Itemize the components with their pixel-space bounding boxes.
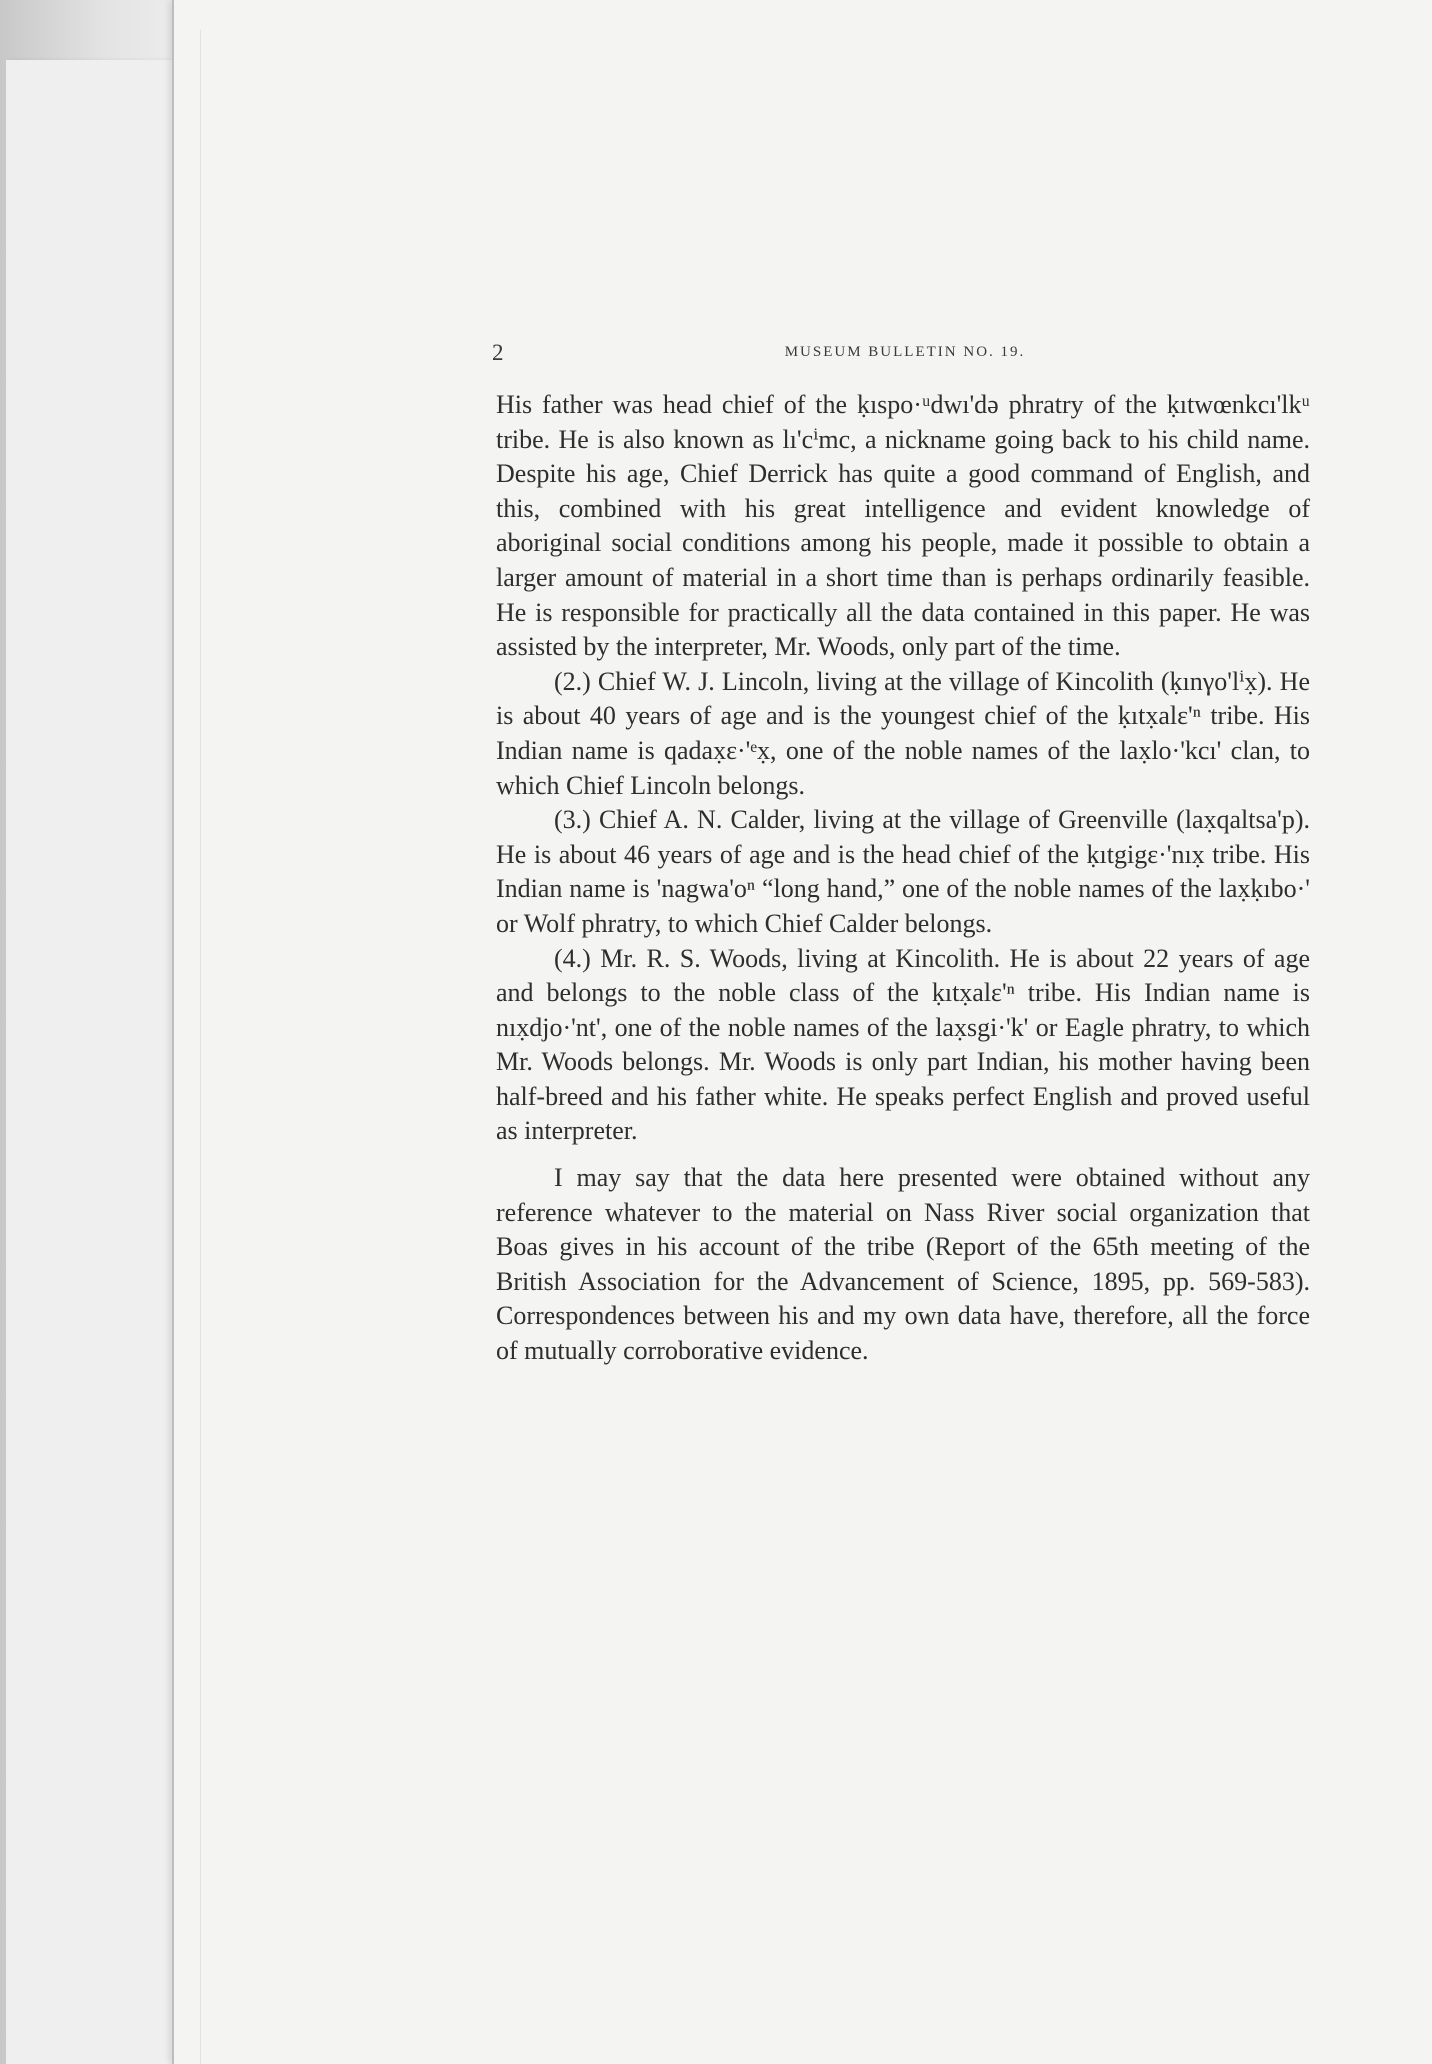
running-header [492, 340, 1318, 370]
running-head-title: MUSEUM BULLETIN NO. 19. [784, 344, 1026, 360]
paragraph-5: I may say that the data here presented were obtained without any reference whatever to the material on Nass River social organization that Boas gives in his account of the tribe (Report of the 65th meeting of the British Association for the Advancement of Science, 1895, pp. 569-583). Correspondences between his and my own data have, therefore, all the force of mutually corroborative evidence. [496, 1163, 1310, 1366]
body-text [496, 388, 1310, 1369]
page-number: 2 [492, 340, 504, 365]
page-fold-line [200, 30, 201, 2064]
paragraph-3: (3.) Chief A. N. Calder, living at the village of Greenville (lax̣qaltsa'p). He is about 46 years of age and is the head chief of the ḳıtgigɛ·'nıx̣ tribe. His Indian name is 'nagwa'oⁿ “long hand,” one of the noble names of the lax̣ḳıbo·' or Wolf phratry, to which Chief Calder belongs. [496, 805, 1310, 938]
paragraph-1: His father was head chief of the ḳıspo·ᵘdwı'də phratry of the ḳıtwœnkcı'lkᵘ tribe. He is also known as lı'cⁱmc, a nickname going back to his child name. Despite his age, Chief Derrick has quite a good command of English, and this, combined with his great intelligence and evident knowledge of aboriginal social conditions among his people, made it possible to obtain a larger amount of material in a short time than is perhaps ordinarily feasible. He is responsible for practically all the data contained in this paper. He was assisted by the interpreter, Mr. Woods, only part of the time. [496, 390, 1310, 662]
paragraph-2: (2.) Chief W. J. Lincoln, living at the village of Kincolith (ḳınγo'lⁱx̣). He is about 40 years of age and is the youngest chief of the ḳıtx̣alɛ'ⁿ tribe. His Indian name is qadax̣ɛ·'ᵉx̣, one of the noble names of the lax̣lo·'kcı' clan, to which Chief Lincoln belongs. [496, 666, 1310, 800]
paragraph-4: (4.) Mr. R. S. Woods, living at Kincolith. He is about 22 years of age and belongs to the noble class of the ḳıtx̣alɛ'ⁿ tribe. His Indian name is nıx̣djo·'nt', one of the noble names of the lax̣sgi·'k' or Eagle phratry, to which Mr. Woods belongs. Mr. Woods is only part Indian, his mother having been half-breed and his father white. He speaks perfect English and proved useful as interpreter. [496, 943, 1310, 1146]
